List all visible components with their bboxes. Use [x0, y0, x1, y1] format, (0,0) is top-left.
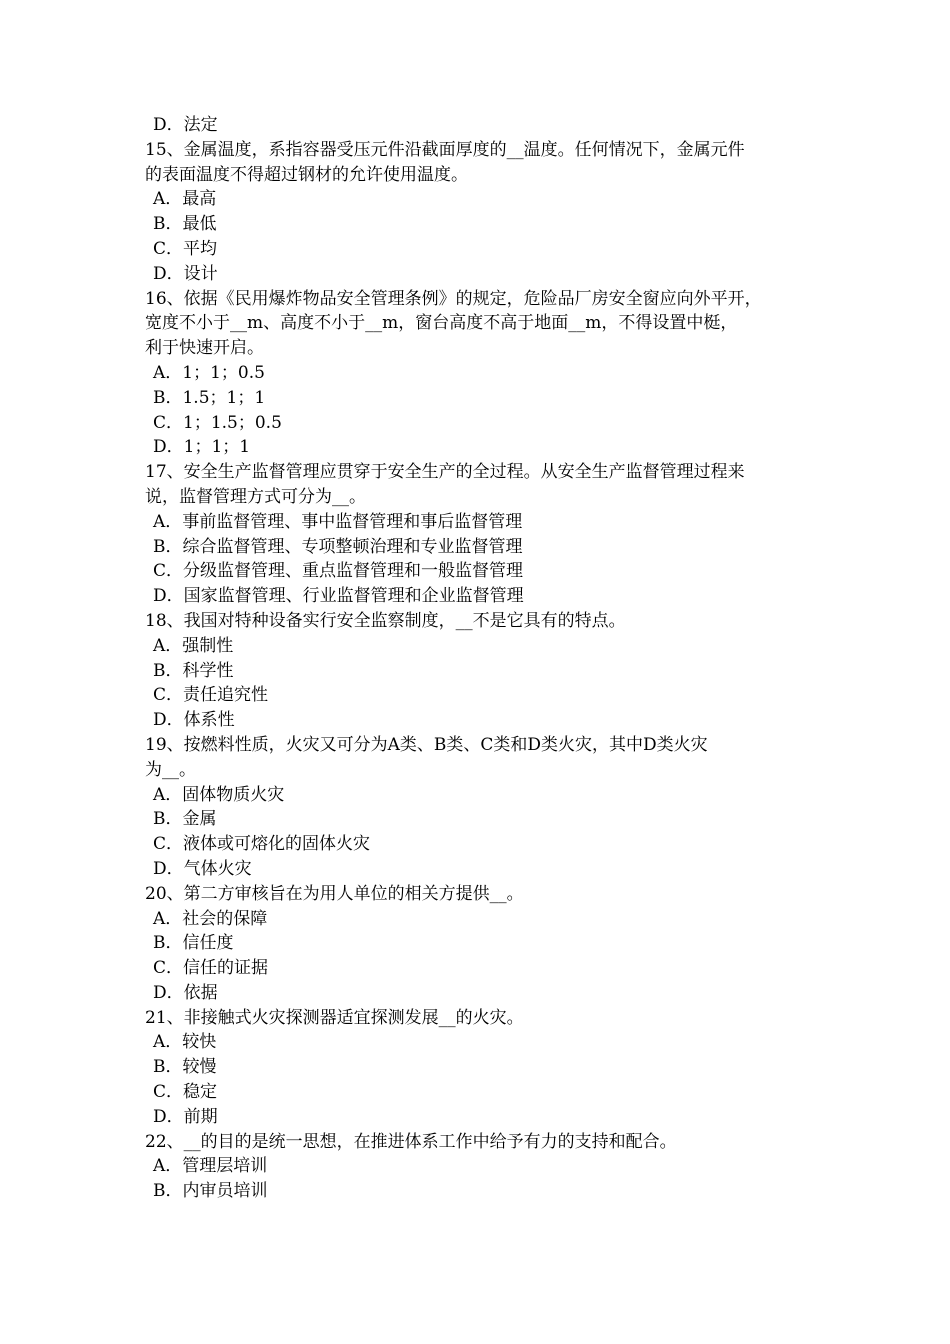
- answer-option: B．内审员培训: [153, 1181, 268, 1202]
- answer-option: D．国家监督管理、行业监督管理和企业监督管理: [153, 586, 524, 607]
- question-text-line: 20、第二方审核旨在为用人单位的相关方提供__。: [145, 883, 524, 904]
- answer-option: D．法定: [153, 115, 218, 135]
- answer-option: C．平均: [153, 238, 218, 259]
- answer-option: B．1.5；1；1: [153, 387, 266, 408]
- question-text-line: 19、按燃料性质，火灾又可分为A类、B类、C类和D类火灾，其中D类火灾: [145, 734, 708, 755]
- answer-option: C．责任追究性: [153, 685, 269, 706]
- question-text-line: 说，监督管理方式可分为__。: [145, 486, 366, 507]
- answer-option: A．最高: [153, 189, 217, 210]
- question-text-line: 宽度不小于__m、高度不小于__m，窗台高度不高于地面__m，不得设置中梃，: [145, 313, 738, 334]
- answer-option: D．1；1；1: [153, 437, 251, 458]
- answer-option: B．综合监督管理、专项整顿治理和专业监督管理: [153, 536, 523, 557]
- document-page: [145, 113, 815, 1204]
- answer-option: D．体系性: [153, 710, 235, 731]
- answer-option: C．信任的证据: [153, 958, 269, 979]
- answer-option: D．气体火灾: [153, 858, 252, 879]
- answer-option: C．稳定: [153, 1082, 218, 1103]
- question-text-line: 21、非接触式火灾探测器适宜探测发展__的火灾。: [145, 1007, 524, 1028]
- answer-option: B．科学性: [153, 660, 234, 681]
- answer-option: B．较慢: [153, 1057, 217, 1078]
- question-text-line: 利于快速开启。: [145, 338, 264, 359]
- question-text-line: 为__。: [145, 759, 196, 780]
- answer-option: D．依据: [153, 982, 218, 1003]
- answer-option: D．前期: [153, 1106, 218, 1127]
- answer-option: C．1；1.5；0.5: [153, 412, 282, 433]
- answer-option: B．信任度: [153, 933, 234, 954]
- answer-option: C．分级监督管理、重点监督管理和一般监督管理: [153, 561, 524, 582]
- answer-option: C．液体或可熔化的固体火灾: [153, 834, 371, 855]
- question-text-line: 22、__的目的是统一思想，在推进体系工作中给予有力的支持和配合。: [145, 1131, 677, 1152]
- answer-option: A．社会的保障: [153, 908, 268, 929]
- answer-option: A．固体物质火灾: [153, 784, 285, 805]
- answer-option: A．强制性: [153, 635, 234, 656]
- question-text-line: 16、依据《民用爆炸物品安全管理条例》的规定，危险品厂房安全窗应向外平开，: [145, 288, 762, 309]
- answer-option: D．设计: [153, 263, 218, 284]
- question-text-line: 15、金属温度，系指容器受压元件沿截面厚度的__温度。任何情况下，金属元件: [145, 139, 745, 160]
- answer-option: A．管理层培训: [153, 1156, 268, 1177]
- answer-option: B．金属: [153, 809, 217, 830]
- answer-option: A．事前监督管理、事中监督管理和事后监督管理: [153, 511, 523, 532]
- question-text-line: 18、我国对特种设备实行安全监察制度，__不是它具有的特点。: [145, 610, 626, 631]
- question-text-line: 的表面温度不得超过钢材的允许使用温度。: [145, 164, 468, 185]
- question-text-line: 17、安全生产监督管理应贯穿于安全生产的全过程。从安全生产监督管理过程来: [145, 462, 745, 483]
- answer-option: A．较快: [153, 1032, 217, 1053]
- answer-option: A．1；1；0.5: [153, 362, 265, 383]
- answer-option: B．最低: [153, 214, 217, 235]
